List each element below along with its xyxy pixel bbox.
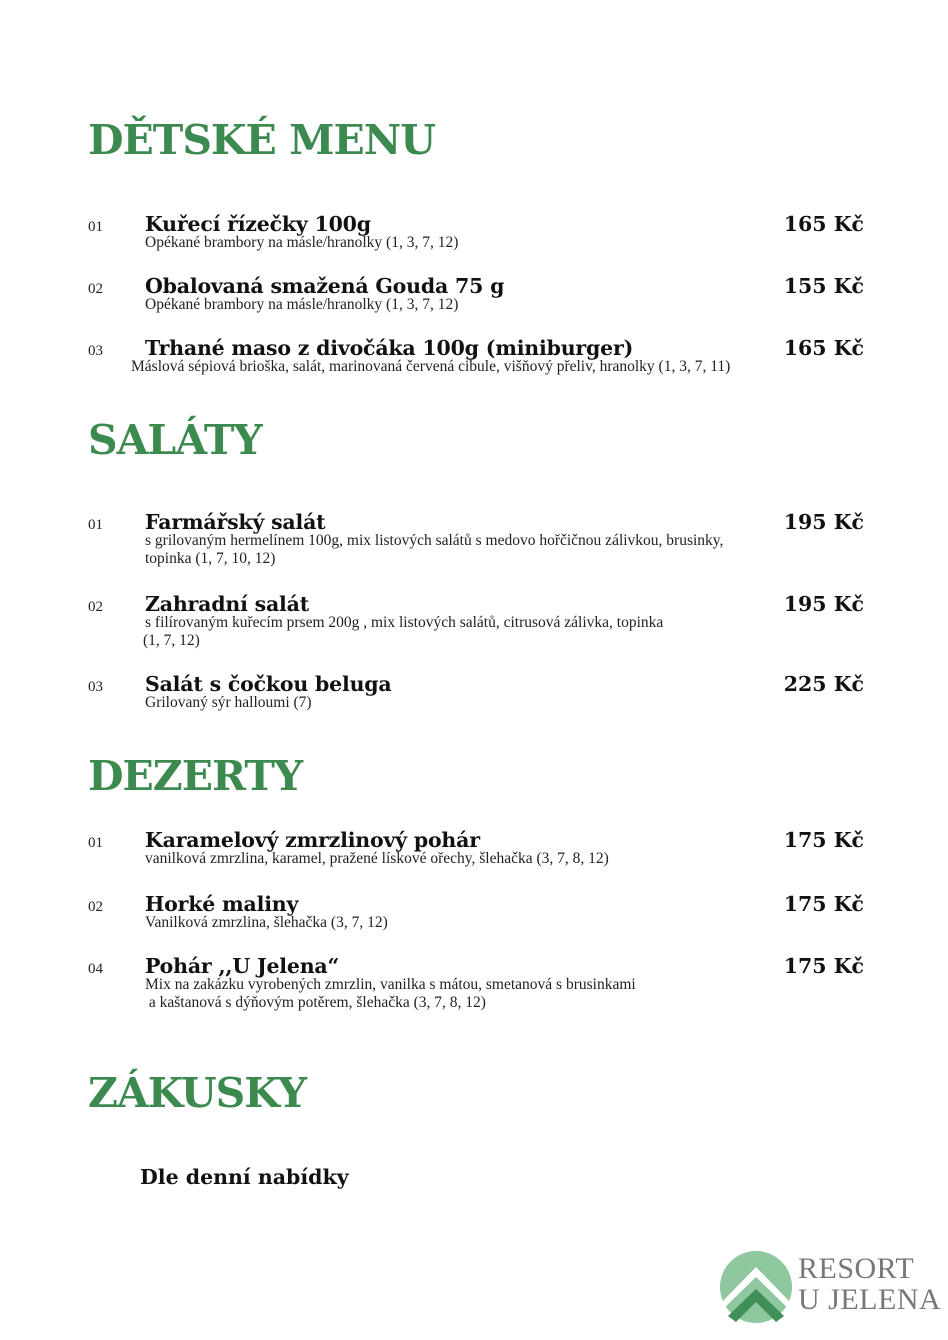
item-description-line: a kaštanová s dýňovým potěrem, šlehačka (3, 7, 8, 12) <box>145 994 486 1011</box>
item-name: Karamelový zmrzlinový pohár <box>145 828 480 852</box>
item-number: 01 <box>88 835 103 851</box>
item-number: 02 <box>88 899 103 915</box>
item-description-line: s grilovaným hermelínem 100g, mix listových salátů s medovo hořčičnou zálivkou, brusinky, <box>145 532 724 549</box>
item-description <box>145 614 825 650</box>
item-name: Trhané maso z divočáka 100g (miniburger) <box>145 336 634 360</box>
item-number: 02 <box>88 599 103 615</box>
item-price: 175 Kč <box>783 892 864 916</box>
resort-logo <box>718 1250 942 1325</box>
mountain-circle-logo-icon <box>718 1250 794 1325</box>
item-price: 175 Kč <box>783 828 864 852</box>
item-description: Opékané brambory na másle/hranolky (1, 3, 7, 12) <box>145 234 459 251</box>
item-price: 225 Kč <box>783 672 864 696</box>
section-title-salaty: SALÁTY <box>88 416 262 464</box>
item-name: Horké maliny <box>145 892 299 916</box>
section-title-detske-menu: DĚTSKÉ MENU <box>88 116 435 164</box>
item-price: 165 Kč <box>783 336 864 360</box>
logo-line-1: RESORT <box>798 1252 915 1285</box>
section-title-zakusky: ZÁKUSKY <box>88 1069 307 1117</box>
item-description: Opékané brambory na másle/hranolky (1, 3, 7, 12) <box>145 296 459 313</box>
item-description <box>145 532 845 568</box>
item-price: 195 Kč <box>783 592 864 616</box>
item-description: Grilovaný sýr halloumi (7) <box>145 694 312 711</box>
item-number: 04 <box>88 961 103 977</box>
item-name: Obalovaná smažená Gouda 75 g <box>145 274 505 298</box>
item-name: Kuřecí řízečky 100g <box>145 212 371 236</box>
item-number: 03 <box>88 679 103 695</box>
logo-line-2: U JELENA <box>798 1283 942 1316</box>
item-price: 175 Kč <box>783 954 864 978</box>
item-name: Pohár ,,U Jelena“ <box>145 954 340 978</box>
item-description-line: topinka (1, 7, 10, 12) <box>145 550 276 567</box>
item-price: 195 Kč <box>783 510 864 534</box>
section-title-dezerty: DEZERTY <box>88 752 303 800</box>
item-name: Zahradní salát <box>145 592 309 616</box>
item-description-line: (1, 7, 12) <box>143 632 200 649</box>
item-price: 155 Kč <box>783 274 864 298</box>
daily-offer-note: Dle denní nabídky <box>140 1165 349 1189</box>
item-number: 01 <box>88 517 103 533</box>
item-number: 03 <box>88 343 103 359</box>
item-number: 02 <box>88 281 103 297</box>
item-description: Máslová sépiová brioška, salát, marinovaná červená cibule, višňový přeliv, hranolky (1, 3, 7, 11) <box>131 358 731 375</box>
item-description: Vanilková zmrzlina, šlehačka (3, 7, 12) <box>145 914 388 931</box>
item-description-line: s filírovaným kuřecím prsem 200g , mix listových salátů, citrusová zálivka, topinka <box>145 614 664 631</box>
item-number: 01 <box>88 219 103 235</box>
item-description <box>145 976 825 1012</box>
logo-text <box>798 1253 941 1315</box>
item-description-line: Mix na zakázku vyrobených zmrzlin, vanilka s mátou, smetanová s brusinkami <box>145 976 636 993</box>
item-description: vanilková zmrzlina, karamel, pražené lískové ořechy, šlehačka (3, 7, 8, 12) <box>145 850 609 867</box>
item-name: Farmářský salát <box>145 510 326 534</box>
item-name: Salát s čočkou beluga <box>145 672 392 696</box>
item-price: 165 Kč <box>783 212 864 236</box>
